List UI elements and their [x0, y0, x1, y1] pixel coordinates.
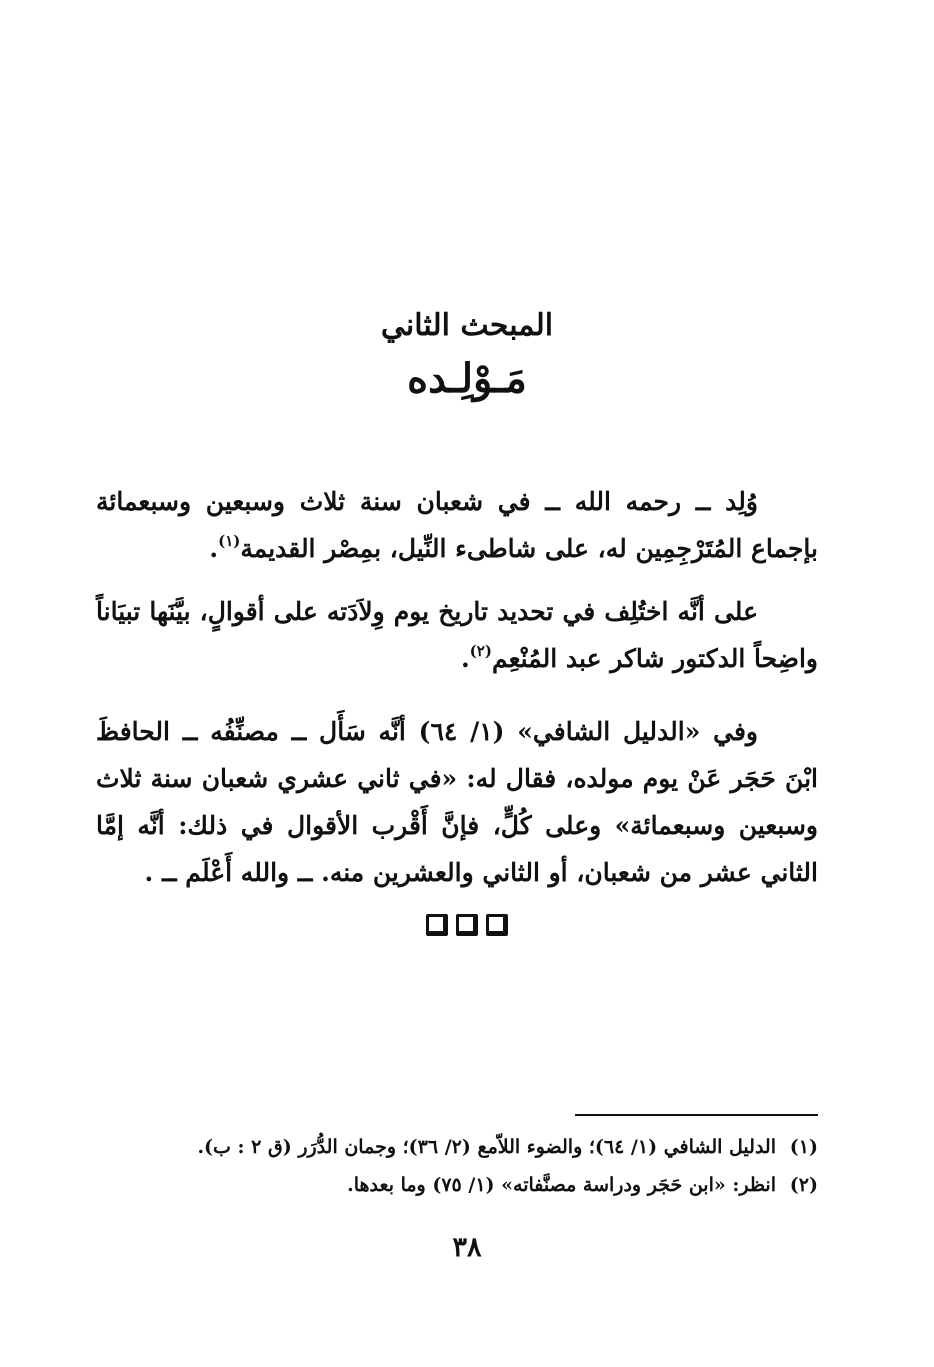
paragraph-1-text: وُلِد ــ رحمه الله ــ في شعبان سنة ثلاث وسبعين وسبعمائة بإجماع المُتَرْجِمِين له، على شاطىء النِّيل، بمِصْر القديمة — [96, 487, 818, 563]
paragraph-1-end: . — [209, 534, 219, 563]
paragraph-2 — [96, 588, 818, 682]
section-separator — [0, 914, 934, 936]
footnote-text: الدليل الشافي (١/ ٦٤)؛ والضوء اللاّمع (٢/ ٣٦)؛ وجمان الدُّرَر (ق ٢ : ب). — [197, 1136, 776, 1158]
square-ornament-icon — [486, 914, 508, 936]
footnote-2 — [110, 1166, 818, 1204]
section-title: مَـوْلِـده — [407, 355, 527, 402]
square-ornament-icon — [456, 914, 478, 936]
footnotes — [110, 1128, 818, 1204]
paragraph-3: وفي «الدليل الشافي» (١/ ٦٤) أنَّه سَأَل ــ مصنِّفُه ــ الحافظَ ابْنَ حَجَر عَنْ يوم مولده، فقال له: «في ثاني عشري شعبان سنة ثلاث وسبعين وسبعمائة» وعلى كُلٍّ، فإنَّ أَقْرب الأقوال في ذلك: أنَّه إمَّا الثاني عشر من شعبان، أو الثاني والعشرين منه. ــ والله أَعْلَم ــ . — [96, 717, 818, 887]
footnote-divider — [575, 1114, 818, 1116]
section-heading: المبحث الثاني — [380, 308, 554, 343]
footnote-ref-2: (٢) — [469, 642, 492, 660]
footnote-1 — [110, 1128, 818, 1166]
footnote-text: انظر: «ابن حَجَر ودراسة مصنَّفاته» (١/ ٧٥) وما بعدها. — [347, 1174, 776, 1196]
page-number: ٣٨ — [452, 1232, 482, 1263]
footnote-ref-1: (١) — [218, 532, 241, 550]
body-text — [96, 478, 818, 912]
square-ornament-icon — [426, 914, 448, 936]
footnote-number: (٢) — [789, 1174, 818, 1196]
paragraph-1 — [96, 478, 818, 572]
footnote-number: (١) — [789, 1136, 818, 1158]
paragraph-2-text: على أنَّه اختُلِف في تحديد تاريخ يوم وِلاَدَته على أقوالٍ، بيَّنَها تبيَاناً واضِحاً الدكتور شاكر عبد المُنْعِم — [96, 597, 818, 673]
paragraph-2-end: . — [460, 644, 470, 673]
